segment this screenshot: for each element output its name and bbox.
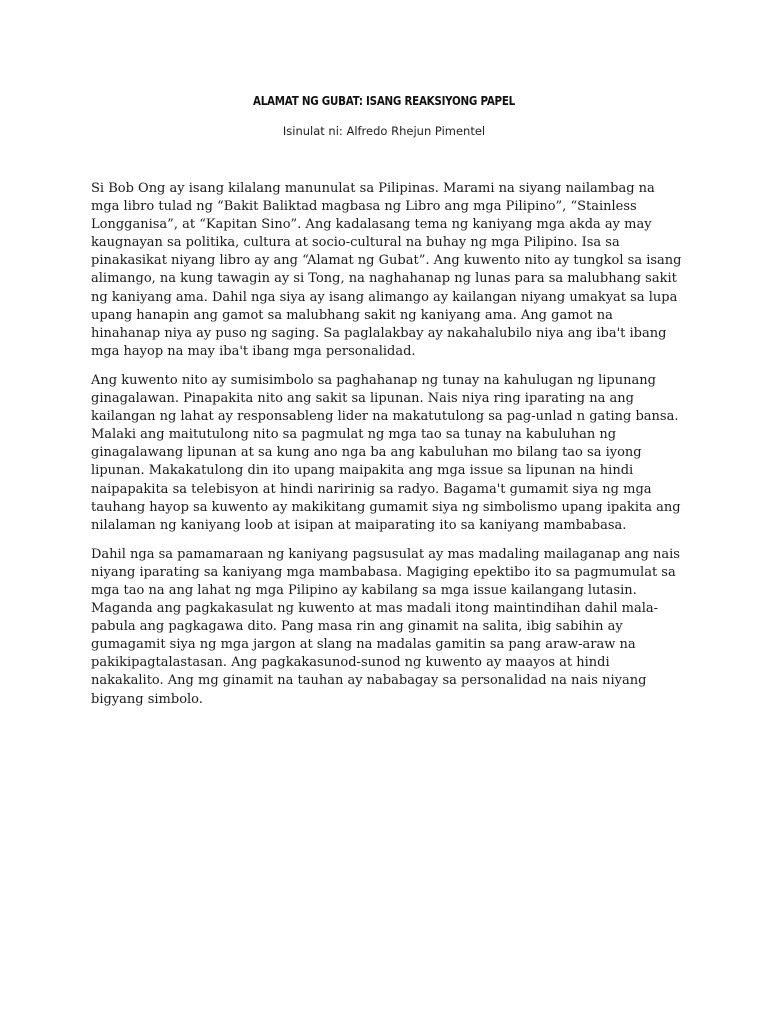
paragraph-2: Ang kuwento nito ay sumisimbolo sa paghahanap ng tunay na kahulugan ng lipunang ginagalawan. Pinapakita nito ang sakit sa lipunan. Nais niya ring iparating na ang kailangan ng lahat ay responsableng lider na makatutulong sa pag-unlad n gating bansa. Malaki ang maitutulong nito sa pagmulat ng mga tao sa tunay na kabuluhan ng ginagalawang lipunan at sa kung ano nga ba ang kabuluhan mo bilang tao sa iyong lipunan. Makakatulong din ito upang maipakita ang mga issue sa lipunan na hindi naipapakita sa telebisyon at hindi naririnig sa radyo. Bagama't gumamit siya ng mga tauhang hayop sa kuwento ay makikitang gumamit siya ng simbolismo upang ipakita ang nilalaman ng kaniyang loob at isipan at maiparating ito sa kaniyang mambabasa. xyxy=(91,372,681,533)
document-byline: Isinulat ni: Alfredo Rhejun Pimentel xyxy=(282,124,486,138)
document-body xyxy=(91,180,686,720)
paragraph-1: Si Bob Ong ay isang kilalang manunulat sa Pilipinas. Marami na siyang nailambag na mga libro tulad ng “Bakit Baliktad magbasa ng Libro ang mga Pilipino”, “Stainless Longganisa”, at “Kapitan Sino”. Ang kadalasang tema ng kaniyang mga akda ay may kaugnayan sa politika, cultura at socio-cultural na buhay ng mga Pilipino. Isa sa pinakasikat niyang libro ay ang “Alamat ng Gubat”. Ang kuwento nito ay tungkol sa isang alimango, na kung tawagin ay si Tong, na naghahanap ng lunas para sa malubhang sakit ng kaniyang ama. Dahil nga siya ay isang alimango ay kailangan niyang umakyat sa lupa upang hanapin ang gamot sa malubhang sakit ng kaniyang ama. Ang gamot na hinahanap niya ay puso ng saging. Sa paglalakbay ay nakahalubilo niya ang iba't ibang mga hayop na may iba't ibang mga personalidad. xyxy=(91,181,682,359)
paragraph-3: Dahil nga sa pamamaraan ng kaniyang pagsusulat ay mas madaling mailaganap ang nais niyang iparating sa kaniyang mga mambabasa. Magiging epektibo ito sa pagmumulat sa mga tao na ang lahat ng mga Pilipino ay kabilang sa mga issue kailangang lutasin. Maganda ang pagkakasulat ng kuwento at mas madali itong maintindihan dahil mala-pabula ang pagkagawa dito. Pang masa rin ang ginamit na salita, ibig sabihin ay gumagamit siya ng mga jargon at slang na madalas gamitin sa pang araw-araw na pakikipagtalastasan. Ang pagkakasunod-sunod ng kuwento ay maayos at hindi nakakalito. Ang mg ginamit na tauhan ay nababagay sa personalidad na nais niyang bigyang simbolo. xyxy=(91,546,680,707)
document-title: ALAMAT NG GUBAT: ISANG REAKSIYONG PAPEL xyxy=(253,94,515,108)
